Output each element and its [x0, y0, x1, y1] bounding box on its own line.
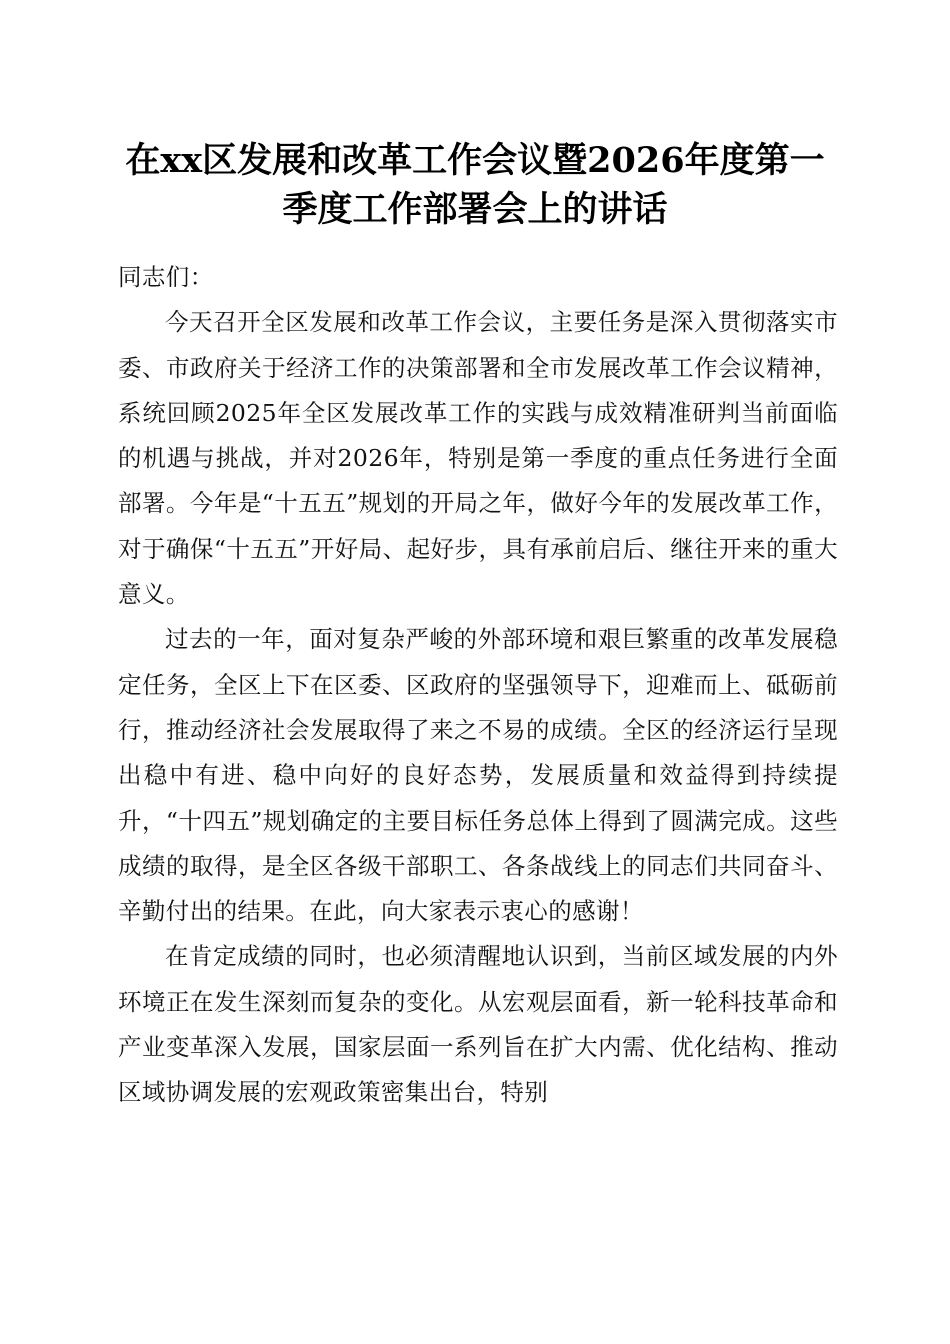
paragraph-2: 过去的一年，面对复杂严峻的外部环境和艰巨繁重的改革发展稳定任务，全区上下在区委、区政府的坚强领导下，迎难而上、砥砺前行，推动经济社会发展取得了来之不易的成绩。全区的经济运行呈现出稳中有进、稳中向好的良好态势，发展质量和效益得到持续提升，“十四五”规划确定的主要目标任务总体上得到了圆满完成。这些成绩的取得，是全区各级干部职工、各条战线上的同志们共同奋斗、辛勤付出的结果。在此，向大家表示衷心的感谢！ [118, 625, 838, 926]
document-title [100, 136, 850, 234]
salutation: 同志们： [118, 263, 214, 291]
title-line-1: 在xx区发展和改革工作会议暨2026年度第一 [125, 140, 825, 181]
paragraph-1: 今天召开全区发展和改革工作会议，主要任务是深入贯彻落实市委、市政府关于经济工作的决策部署和全市发展改革工作会议精神，系统回顾2025年全区发展改革工作的实践与成效精准研判当前面临的机遇与挑战，并对2026年，特别是第一季度的重点任务进行全面部署。今年是“十五五”规划的开局之年，做好今年的发展改革工作，对于确保“十五五”开好局、起好步，具有承前启后、继往开来的重大意义。 [118, 308, 838, 609]
document-body [118, 255, 838, 1116]
paragraph-3: 在肯定成绩的同时，也必须清醒地认识到，当前区域发展的内外环境正在发生深刻而复杂的变化。从宏观层面看，新一轮科技革命和产业变革深入发展，国家层面一系列旨在扩大内需、优化结构、推动区域协调发展的宏观政策密集出台，特别 [118, 942, 838, 1107]
title-line-2: 季度工作部署会上的讲话 [282, 189, 668, 230]
